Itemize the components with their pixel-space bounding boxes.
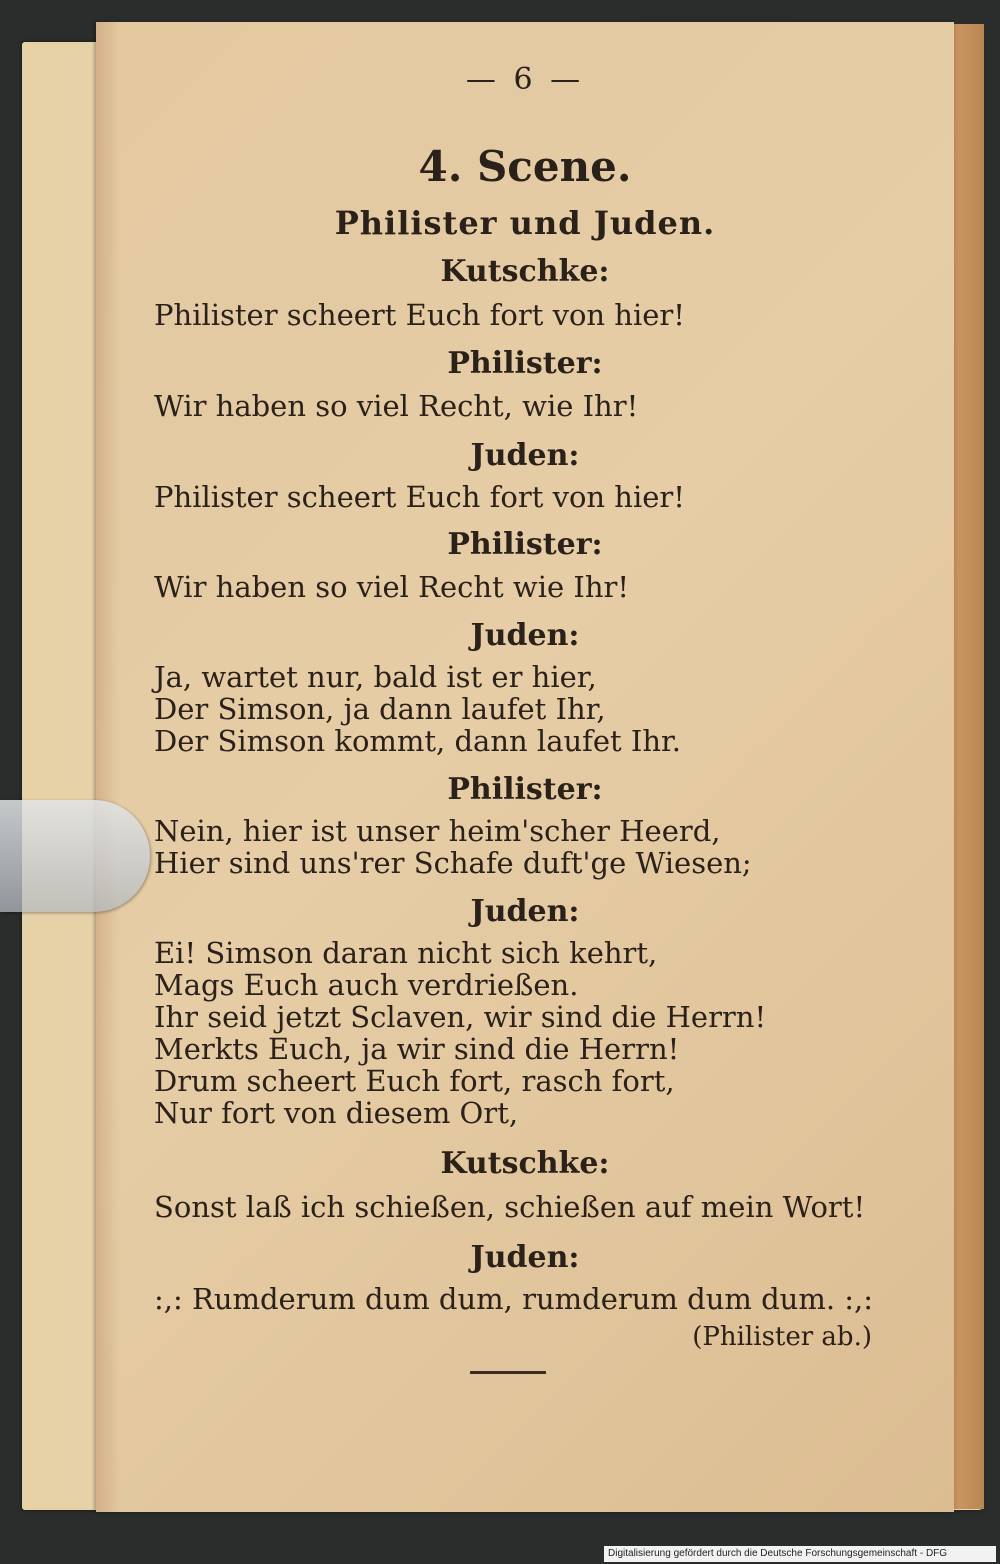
speaker-label: Juden: (470, 894, 580, 929)
dialogue-line: Ja, wartet nur, bald ist er hier, (154, 660, 597, 694)
dialogue-line: Ei! Simson daran nicht sich kehrt, (154, 936, 658, 970)
dialogue-line: Nur fort von diesem Ort, (154, 1096, 519, 1130)
dialogue-line: Philister scheert Euch fort von hier! (154, 480, 685, 514)
scene-subtitle: Philister und Juden. (334, 204, 716, 242)
end-rule (470, 1371, 546, 1374)
dialogue-line: Wir haben so viel Recht, wie Ihr! (154, 389, 639, 423)
dfg-footer: Digitalisierung gefördert durch die Deutsche Forschungsgemeinschaft - DFG (604, 1546, 996, 1562)
speaker-label: Kutschke: (440, 1146, 610, 1181)
dialogue-line: Drum scheert Euch fort, rasch fort, (154, 1064, 675, 1098)
dialogue-line: Hier sind uns'rer Schafe duft'ge Wiesen; (154, 846, 752, 880)
page-text (96, 22, 954, 1512)
dialogue-line: Nein, hier ist unser heim'scher Heerd, (154, 814, 721, 848)
dialogue-line: Ihr seid jetzt Sclaven, wir sind die Herrn! (154, 1000, 767, 1034)
stage-direction: (Philister ab.) (692, 1322, 872, 1352)
dialogue-line: Der Simson, ja dann laufet Ihr, (154, 692, 606, 726)
speaker-label: Juden: (470, 438, 580, 473)
dialogue-line: Merkts Euch, ja wir sind die Herrn! (154, 1032, 680, 1066)
speaker-label: Juden: (470, 618, 580, 653)
scene-title: 4. Scene. (418, 142, 632, 191)
page-number: — 6 — (465, 62, 585, 97)
dialogue-line: Der Simson kommt, dann laufet Ihr. (154, 724, 681, 758)
dialogue-line: :,: Rumderum dum dum, rumderum dum dum. :,: (154, 1282, 874, 1316)
speaker-label: Philister: (447, 346, 603, 381)
speaker-label: Kutschke: (440, 254, 610, 289)
dialogue-line: Wir haben so viel Recht wie Ihr! (154, 570, 630, 604)
speaker-label: Juden: (470, 1240, 580, 1275)
dialogue-line: Philister scheert Euch fort von hier! (154, 298, 685, 332)
dialogue-line: Mags Euch auch verdrießen. (154, 968, 579, 1002)
dialogue-line: Sonst laß ich schießen, schießen auf mein Wort! (154, 1190, 866, 1224)
speaker-label: Philister: (447, 772, 603, 807)
speaker-label: Philister: (447, 527, 603, 562)
